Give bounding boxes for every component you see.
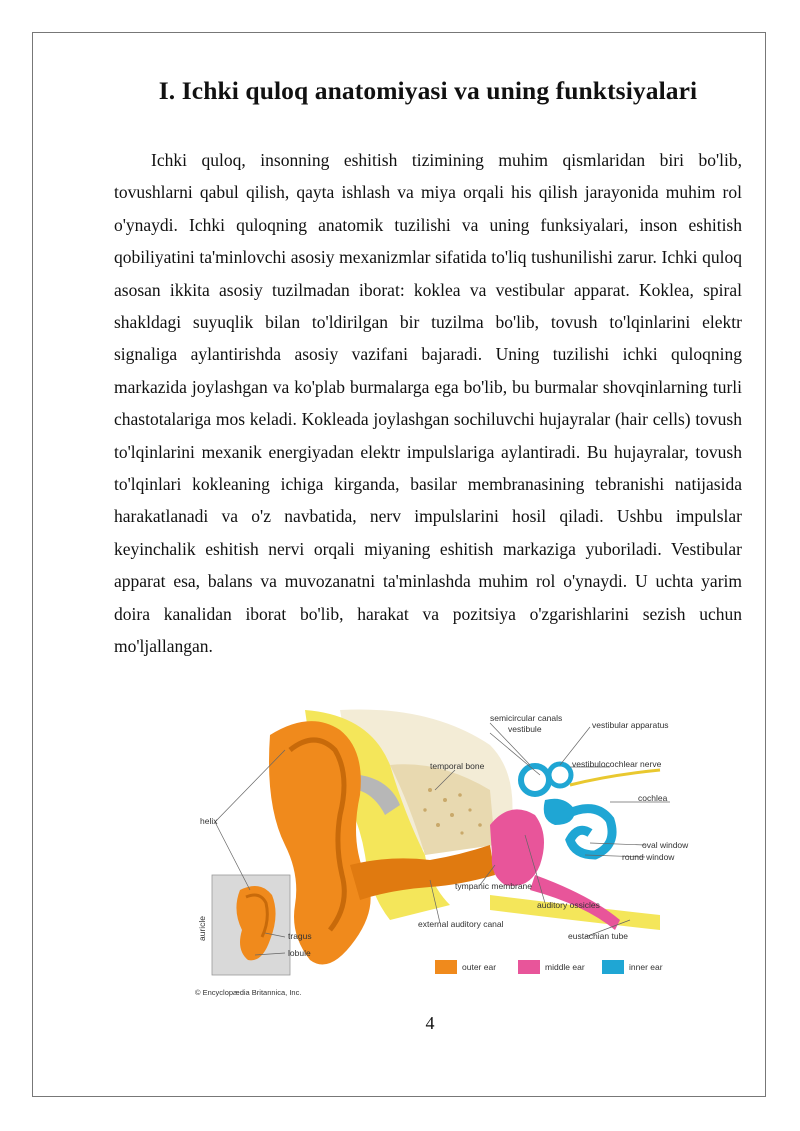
label-oval-window: oval window (642, 840, 689, 850)
label-vestibule: vestibule (508, 724, 542, 734)
label-vestibulocochlear-nerve: vestibulocochlear nerve (572, 759, 662, 769)
label-cochlea: cochlea (638, 793, 668, 803)
figure-legend (435, 960, 663, 974)
ear-anatomy-figure (190, 705, 702, 1005)
legend-swatch-outer-ear (435, 960, 457, 974)
label-temporal-bone: temporal bone (430, 761, 485, 771)
body-paragraph: Ichki quloq, insonning eshitish tizimining muhim qismlaridan biri bo'lib, tovushlarni qabul qilish, qayta ishlash va miya orqali his qilish jarayonida muhim rol o'ynaydi. Ichki quloqning anatomik tuzilishi va uning funksiyalari, inson eshitish qobiliyatini ta'minlovchi asosiy mexanizmlar sifatida to'liq tushunilishi zarur. Ichki quloq asosan ikkita asosiy tuzilmadan iborat: koklea va vestibular apparat. Koklea, spiral shakldagi suyuqlik bilan to'ldirilgan bir tuzilma bo'lib, tovush to'lqinlarini elektr signaliga aylantirishda asosiy vazifani bajaradi. Uning tuzilishi ichki quloqning markazida joylashgan va ko'plab burmalarga ega bo'lib, bu burmalar shovqinlarning turli chastotalariga mos keladi. Kokleada joylashgan sochiluvchi hujayralar (hair cells) tovush to'lqinlarini mexanik energiyadan elektr impulslariga aylantiradi. Bu hujayralar, tovush to'lqinlari kokleaning ichiga kirganda, basilar membranasining tebranishi natijasida harakatlanadi va o'z navbatida, nerv impulslarini hosil qiladi. Ushbu impulslar keyinchalik eshitish nervi orqali miyaning eshitish markaziga yuboriladi. Vestibular apparat esa, balans va muvozanatni ta'minlashda muhim rol o'ynaydi. U uchta yarim doira kanalidan iborat bo'lib, harakat va pozitsiya o'zgarishlarini sezish uchun mo'ljallangan. (114, 150, 742, 657)
page-title: I. Ichki quloq anatomiyasi va uning funktsiyalari (158, 76, 698, 105)
legend-label-middle-ear: middle ear (545, 962, 585, 972)
legend-label-inner-ear: inner ear (629, 962, 663, 972)
label-semicircular-canals: semicircular canals (490, 713, 563, 723)
legend-swatch-inner-ear (602, 960, 624, 974)
label-vestibular-apparatus: vestibular apparatus (592, 720, 669, 730)
label-eustachian-tube: eustachian tube (568, 931, 629, 941)
label-tympanic-membrane: tympanic membrane (455, 881, 533, 891)
label-helix: helix (200, 816, 218, 826)
legend-swatch-middle-ear (518, 960, 540, 974)
label-external-auditory-canal: external auditory canal (418, 919, 504, 929)
page-number: 4 (425, 1013, 435, 1033)
label-auricle: auricle (197, 915, 207, 941)
label-auditory-ossicles: auditory ossicles (537, 900, 600, 910)
label-round-window: round window (622, 852, 675, 862)
label-tragus: tragus (288, 931, 312, 941)
label-lobule: lobule (288, 948, 311, 958)
copyright-text: © Encyclopædia Britannica, Inc. (195, 988, 302, 997)
legend-label-outer-ear: outer ear (462, 962, 497, 972)
